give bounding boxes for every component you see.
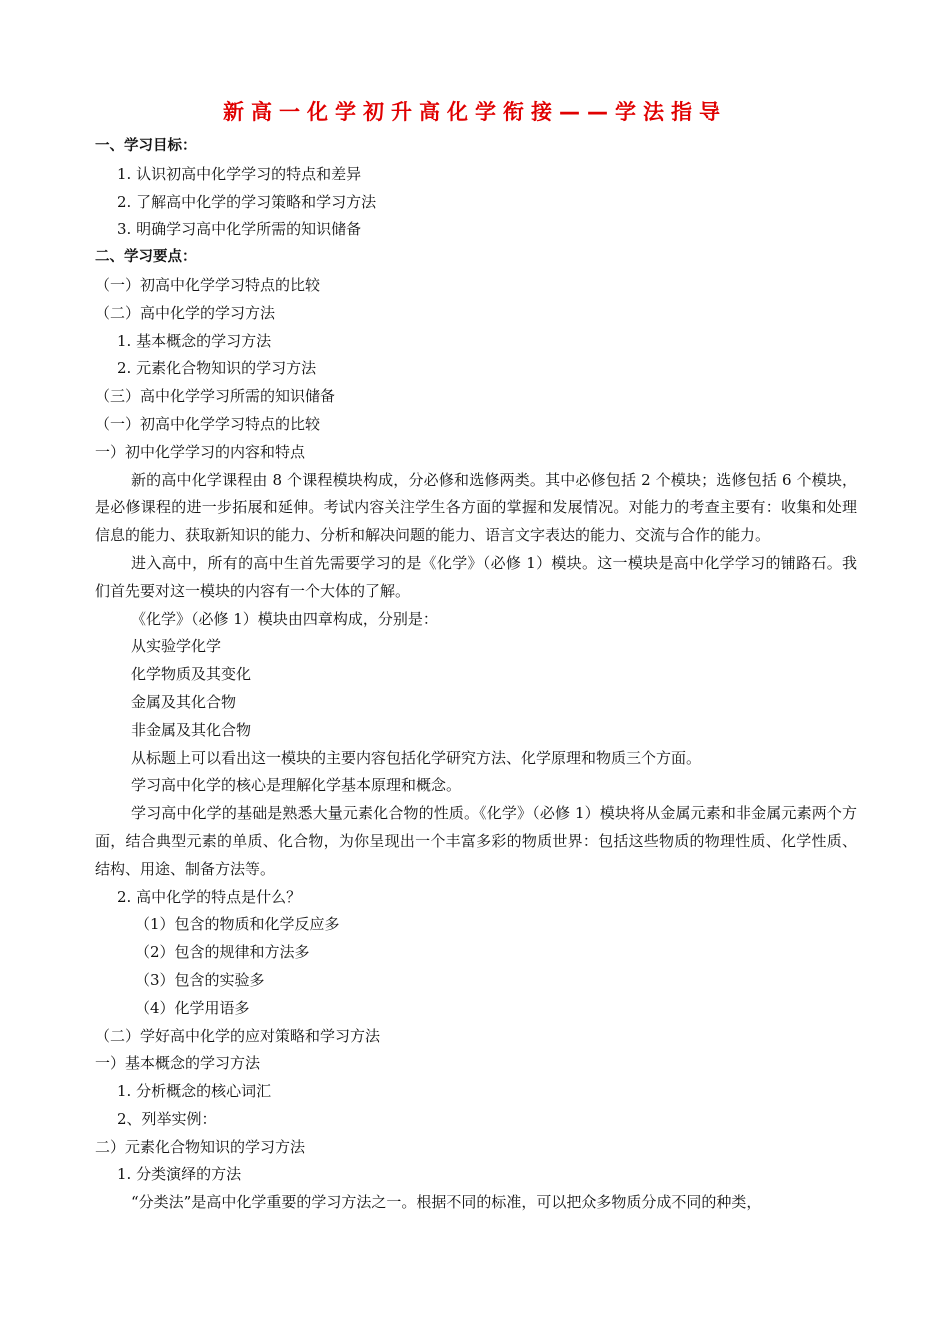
- text-line: （二）高中化学的学习方法: [95, 303, 276, 322]
- text-line: 1. 分类演绎的方法: [117, 1165, 242, 1184]
- text-line: 金属及其化合物: [131, 692, 237, 711]
- text-line: （3）包含的实验多: [135, 970, 265, 989]
- text-line: 2、列举实例：: [117, 1109, 217, 1128]
- text-line: 2. 高中化学的特点是什么？: [117, 887, 302, 906]
- text-line: （三）高中化学学习所需的知识储备: [95, 387, 336, 406]
- text-line: （二）学好高中化学的应对策略和学习方法: [95, 1026, 381, 1045]
- text-line: 3. 明确学习高中化学所需的知识储备: [117, 220, 362, 239]
- document-body: [95, 133, 857, 1217]
- text-line: 学习高中化学的核心是理解化学基本原理和概念。: [131, 776, 462, 795]
- text-line: 学习高中化学的基础是熟悉大量元素化合物的性质。《化学》（必修 1）模块将从金属元素和非金属元素两个方面，结合典型元素的单质、化合物，为你呈现出一个丰富多彩的物质世界：包括这些物质的物理性质、化学性质、结构、用途、制备方法等。: [95, 804, 857, 878]
- text-line: 二）元素化合物知识的学习方法: [95, 1137, 306, 1156]
- text-line: （4）化学用语多: [135, 998, 250, 1017]
- text-line: 一）初中化学学习的内容和特点: [95, 442, 306, 461]
- text-line: 化学物质及其变化: [131, 665, 252, 684]
- text-line: 1. 基本概念的学习方法: [117, 331, 272, 350]
- text-line: 1. 分析概念的核心词汇: [117, 1082, 272, 1101]
- text-line: 从标题上可以看出这一模块的主要内容包括化学研究方法、化学原理和物质三个方面。: [131, 748, 702, 767]
- text-line: 《化学》（必修 1）模块由四章构成，分别是：: [131, 609, 438, 628]
- section-heading: 二、学习要点：: [95, 249, 197, 266]
- text-line: 新的高中化学课程由 8 个课程模块构成，分必修和选修两类。其中必修包括 2 个模块；选修包括 6 个模块，是必修课程的进一步拓展和延伸。考试内容关注学生各方面的掌握和发展情况。对能力的考查主要有：收集和处理信息的能力、获取新知识的能力、分析和解决问题的能力、语言文字表达的能力、交流与合作的能力。: [95, 470, 857, 545]
- text-line: 2. 元素化合物知识的学习方法: [117, 359, 317, 378]
- text-line: （一）初高中化学学习特点的比较: [95, 275, 321, 294]
- text-line: 从实验学化学: [131, 637, 222, 656]
- text-line: 非金属及其化合物: [131, 720, 252, 739]
- section-heading: 一、学习目标：: [95, 138, 197, 154]
- text-line: 进入高中，所有的高中生首先需要学习的是《化学》（必修 1）模块。这一模块是高中化学学习的铺路石。我们首先要对这一模块的内容有一个大体的了解。: [95, 553, 857, 600]
- text-line: （1）包含的物质和化学反应多: [135, 915, 340, 934]
- text-line: （2）包含的规律和方法多: [135, 943, 310, 962]
- text-line: 2. 了解高中化学的学习策略和学习方法: [117, 192, 377, 211]
- text-line: 一）基本概念的学习方法: [95, 1054, 261, 1073]
- page-title: 新高一化学初升高化学衔接——学法指导: [223, 100, 727, 124]
- text-line: “分类法”是高中化学重要的学习方法之一。根据不同的标准，可以把众多物质分成不同的种类，: [131, 1193, 762, 1212]
- text-line: 1. 认识初高中化学学习的特点和差异: [117, 164, 362, 183]
- text-line: （一）初高中化学学习特点的比较: [95, 414, 321, 433]
